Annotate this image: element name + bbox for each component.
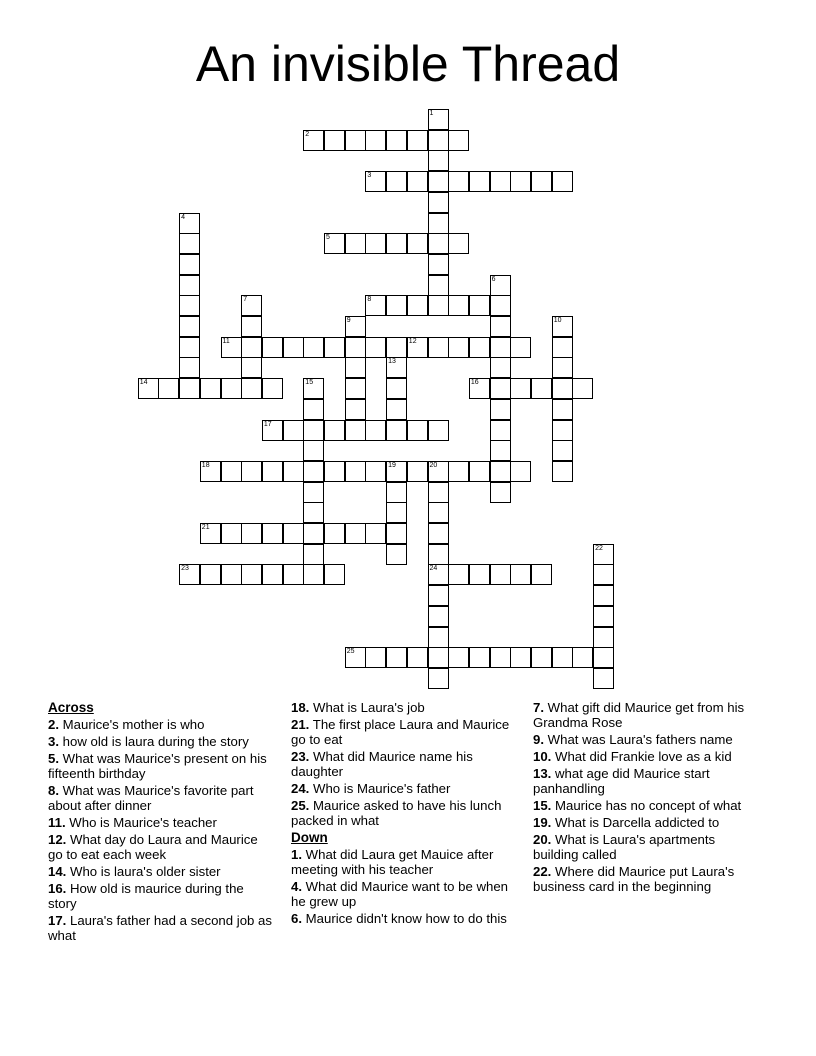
grid-cell[interactable]	[386, 482, 407, 503]
clue-text: What is Darcella addicted to	[555, 815, 720, 830]
clue-number: 4.	[291, 879, 302, 894]
grid-cell[interactable]	[345, 461, 366, 482]
cell-number: 20	[429, 461, 438, 469]
grid-cell[interactable]	[490, 295, 511, 316]
grid-cell[interactable]	[407, 337, 428, 358]
grid-cell[interactable]	[490, 337, 511, 358]
clue-text: how old is laura during the story	[62, 734, 249, 749]
grid-cell[interactable]	[241, 295, 262, 316]
grid-cell[interactable]	[552, 647, 573, 668]
grid-cell[interactable]	[386, 130, 407, 151]
grid-cell[interactable]	[303, 523, 324, 544]
clue-number: 16.	[48, 881, 67, 896]
grid-cell[interactable]	[593, 606, 614, 627]
grid-cell[interactable]	[552, 316, 573, 337]
grid-cell[interactable]	[593, 585, 614, 606]
grid-cell[interactable]	[324, 523, 345, 544]
grid-cell[interactable]	[365, 130, 386, 151]
clue-text: what age did Maurice start panhandling	[533, 766, 710, 796]
cell-number: 2	[305, 130, 310, 138]
clue-text: What did Maurice want to be when he grew up	[291, 879, 508, 909]
grid-cell[interactable]	[510, 337, 531, 358]
clue-number: 14.	[48, 864, 67, 879]
grid-cell[interactable]	[593, 564, 614, 585]
grid-cell[interactable]	[448, 461, 469, 482]
clue-number: 13.	[533, 766, 552, 781]
clue-across-25	[291, 798, 516, 828]
clue-text: Maurice asked to have his lunch packed in what	[291, 798, 502, 828]
clue-number: 22.	[533, 864, 552, 879]
grid-cell[interactable]	[283, 420, 304, 441]
clues-column-3	[533, 700, 758, 896]
clue-number: 25.	[291, 798, 310, 813]
grid-cell[interactable]	[469, 461, 490, 482]
clue-across-2	[48, 717, 273, 732]
grid-cell[interactable]	[386, 399, 407, 420]
grid-cell[interactable]	[179, 233, 200, 254]
clue-text: What was Maurice's favorite part about after dinner	[48, 783, 254, 813]
grid-cell[interactable]	[221, 337, 242, 358]
grid-cell[interactable]	[407, 171, 428, 192]
grid-cell[interactable]	[303, 502, 324, 523]
grid-cell[interactable]	[241, 461, 262, 482]
grid-cell[interactable]	[345, 357, 366, 378]
clue-number: 7.	[533, 700, 544, 715]
clue-text: Who is Maurice's teacher	[69, 815, 217, 830]
grid-cell[interactable]	[490, 564, 511, 585]
clue-number: 8.	[48, 783, 59, 798]
cell-number: 21	[201, 524, 210, 531]
grid-cell[interactable]	[386, 378, 407, 399]
grid-cell[interactable]	[303, 130, 324, 151]
grid-cell[interactable]	[241, 523, 262, 544]
grid-cell[interactable]	[428, 150, 449, 171]
grid-cell[interactable]	[552, 378, 573, 399]
clue-across-17	[48, 913, 273, 943]
grid-cell[interactable]	[386, 420, 407, 441]
grid-cell[interactable]	[407, 295, 428, 316]
grid-cell[interactable]	[365, 171, 386, 192]
clue-text: Who is Maurice's father	[313, 781, 451, 796]
clue-down-10	[533, 749, 758, 764]
grid-cell[interactable]	[552, 461, 573, 482]
grid-cell[interactable]	[345, 130, 366, 151]
grid-cell[interactable]	[303, 544, 324, 565]
grid-cell[interactable]	[262, 420, 283, 441]
grid-cell[interactable]	[386, 357, 407, 378]
grid-cell[interactable]	[552, 420, 573, 441]
grid-cell[interactable]	[531, 171, 552, 192]
clue-down-1	[291, 847, 516, 877]
grid-cell[interactable]	[365, 420, 386, 441]
grid-cell[interactable]	[407, 461, 428, 482]
grid-cell[interactable]	[365, 295, 386, 316]
grid-cell[interactable]	[490, 482, 511, 503]
clue-text: What day do Laura and Maurice go to eat each week	[48, 832, 258, 862]
clue-text: What was Laura's fathers name	[547, 732, 733, 747]
grid-cell[interactable]	[552, 440, 573, 461]
clue-number: 2.	[48, 717, 59, 732]
clue-number: 12.	[48, 832, 67, 847]
grid-cell[interactable]	[572, 378, 593, 399]
grid-cell[interactable]	[490, 316, 511, 337]
grid-cell[interactable]	[510, 564, 531, 585]
grid-cell[interactable]	[572, 647, 593, 668]
grid-cell[interactable]	[593, 627, 614, 648]
grid-cell[interactable]	[510, 171, 531, 192]
clue-across-18	[291, 700, 516, 715]
grid-cell[interactable]	[283, 461, 304, 482]
grid-cell[interactable]	[324, 130, 345, 151]
grid-cell[interactable]	[428, 482, 449, 503]
grid-cell[interactable]	[490, 378, 511, 399]
grid-cell[interactable]	[490, 440, 511, 461]
clue-across-8	[48, 783, 273, 813]
cell-number: 18	[201, 461, 210, 469]
cell-number: 24	[429, 565, 438, 573]
grid-cell[interactable]	[428, 171, 449, 192]
grid-cell[interactable]	[345, 399, 366, 420]
clue-down-15	[533, 798, 758, 813]
clue-across-3	[48, 734, 273, 749]
clue-text: What was Maurice's present on his fifteenth birthday	[48, 751, 267, 781]
grid-cell[interactable]	[428, 109, 449, 130]
grid-cell[interactable]	[345, 233, 366, 254]
clue-down-7	[533, 700, 758, 730]
clue-text: What gift did Maurice get from his Grandma Rose	[533, 700, 745, 730]
grid-cell[interactable]	[283, 564, 304, 585]
grid-cell[interactable]	[179, 316, 200, 337]
clue-number: 3.	[48, 734, 59, 749]
clue-number: 15.	[533, 798, 552, 813]
clue-across-23	[291, 749, 516, 779]
grid-cell[interactable]	[490, 420, 511, 441]
clue-down-13	[533, 766, 758, 796]
clue-across-14	[48, 864, 273, 879]
grid-cell[interactable]	[428, 420, 449, 441]
grid-cell[interactable]	[469, 564, 490, 585]
clues-column-1	[48, 700, 273, 945]
grid-cell[interactable]	[241, 564, 262, 585]
grid-cell[interactable]	[428, 254, 449, 275]
grid-cell[interactable]	[303, 564, 324, 585]
clue-number: 20.	[533, 832, 552, 847]
grid-cell[interactable]	[428, 502, 449, 523]
grid-cell[interactable]	[365, 337, 386, 358]
grid-cell[interactable]	[531, 378, 552, 399]
grid-cell[interactable]	[448, 564, 469, 585]
clue-text: The first place Laura and Maurice go to eat	[291, 717, 510, 747]
grid-cell[interactable]	[490, 357, 511, 378]
cell-number: 14	[139, 379, 148, 387]
cell-number: 11	[222, 337, 230, 345]
grid-cell[interactable]	[469, 295, 490, 316]
grid-cell[interactable]	[303, 440, 324, 461]
grid-cell[interactable]	[407, 420, 428, 441]
grid-cell[interactable]	[221, 378, 242, 399]
clue-number: 11.	[48, 815, 66, 830]
grid-cell[interactable]	[428, 564, 449, 585]
grid-cell[interactable]	[552, 171, 573, 192]
grid-cell[interactable]	[303, 399, 324, 420]
grid-cell[interactable]	[490, 647, 511, 668]
cell-number: 7	[243, 296, 248, 304]
grid-cell[interactable]	[469, 378, 490, 399]
clue-across-21	[291, 717, 516, 747]
grid-cell[interactable]	[510, 461, 531, 482]
clue-number: 18.	[291, 700, 310, 715]
grid-cell[interactable]	[303, 337, 324, 358]
grid-cell[interactable]	[428, 233, 449, 254]
clue-down-6	[291, 911, 516, 926]
clue-number: 19.	[533, 815, 552, 830]
clue-down-4	[291, 879, 516, 909]
clue-down-22	[533, 864, 758, 894]
grid-cell[interactable]	[179, 295, 200, 316]
grid-cell[interactable]	[386, 295, 407, 316]
grid-cell[interactable]	[593, 668, 614, 689]
grid-cell[interactable]	[179, 275, 200, 296]
cell-number: 23	[181, 565, 189, 573]
cell-number: 4	[181, 213, 185, 221]
clue-down-9	[533, 732, 758, 747]
grid-cell[interactable]	[365, 523, 386, 544]
grid-cell[interactable]	[262, 564, 283, 585]
grid-cell[interactable]	[386, 523, 407, 544]
grid-cell[interactable]	[345, 316, 366, 337]
grid-cell[interactable]	[407, 130, 428, 151]
grid-cell[interactable]	[407, 233, 428, 254]
clue-across-11	[48, 815, 273, 830]
grid-cell[interactable]	[428, 213, 449, 234]
cell-number: 13	[388, 358, 396, 366]
clue-number: 5.	[48, 751, 59, 766]
grid-cell[interactable]	[593, 544, 614, 565]
cell-number: 3	[367, 172, 372, 180]
cell-number: 17	[263, 420, 272, 428]
clue-number: 10.	[533, 749, 552, 764]
grid-cell[interactable]	[552, 357, 573, 378]
cell-number: 19	[388, 461, 396, 469]
clue-number: 23.	[291, 749, 310, 764]
clue-number: 6.	[291, 911, 302, 926]
cell-number: 5	[326, 234, 330, 242]
grid-cell[interactable]	[469, 647, 490, 668]
grid-cell[interactable]	[531, 647, 552, 668]
grid-cell[interactable]	[490, 461, 511, 482]
grid-cell[interactable]	[531, 564, 552, 585]
grid-cell[interactable]	[428, 523, 449, 544]
cell-number: 22	[595, 544, 603, 552]
grid-cell[interactable]	[179, 254, 200, 275]
grid-cell[interactable]	[365, 461, 386, 482]
grid-cell[interactable]	[345, 523, 366, 544]
grid-cell[interactable]	[365, 647, 386, 668]
grid-cell[interactable]	[510, 378, 531, 399]
grid-cell[interactable]	[179, 564, 200, 585]
clue-text: What did Laura get Mauice after meeting with his teacher	[291, 847, 494, 877]
grid-cell[interactable]	[283, 337, 304, 358]
clue-text: What did Maurice name his daughter	[291, 749, 473, 779]
grid-cell[interactable]	[428, 668, 449, 689]
grid-cell[interactable]	[345, 378, 366, 399]
grid-cell[interactable]	[324, 564, 345, 585]
grid-cell[interactable]	[200, 523, 221, 544]
grid-cell[interactable]	[179, 337, 200, 358]
clue-across-5	[48, 751, 273, 781]
clue-text: What is Laura's apartments building called	[533, 832, 716, 862]
grid-cell[interactable]	[303, 461, 324, 482]
clue-text: What did Frankie love as a kid	[555, 749, 732, 764]
grid-cell[interactable]	[448, 171, 469, 192]
grid-cell[interactable]	[469, 337, 490, 358]
clue-text: Maurice didn't know how to do this	[305, 911, 507, 926]
grid-cell[interactable]	[428, 275, 449, 296]
clue-text: Where did Maurice put Laura's business card in the beginning	[533, 864, 735, 894]
grid-cell[interactable]	[179, 357, 200, 378]
grid-cell[interactable]	[386, 461, 407, 482]
grid-cell[interactable]	[324, 461, 345, 482]
cell-number: 1	[429, 110, 434, 117]
cell-number: 9	[346, 317, 351, 324]
cell-number: 10	[553, 317, 562, 324]
grid-cell[interactable]	[221, 523, 242, 544]
across-heading: Across	[48, 700, 94, 715]
clue-text: Maurice's mother is who	[62, 717, 205, 732]
grid-cell[interactable]	[386, 502, 407, 523]
grid-cell[interactable]	[469, 171, 490, 192]
grid-cell[interactable]	[428, 461, 449, 482]
grid-cell[interactable]	[448, 647, 469, 668]
clue-across-12	[48, 832, 273, 862]
grid-cell[interactable]	[345, 420, 366, 441]
clue-text: What is Laura's job	[313, 700, 425, 715]
grid-cell[interactable]	[428, 647, 449, 668]
grid-cell[interactable]	[448, 337, 469, 358]
grid-cell[interactable]	[490, 399, 511, 420]
grid-cell[interactable]	[200, 564, 221, 585]
cell-number: 6	[491, 275, 496, 283]
grid-cell[interactable]	[448, 295, 469, 316]
grid-cell[interactable]	[303, 420, 324, 441]
grid-cell[interactable]	[158, 378, 179, 399]
grid-cell[interactable]	[490, 275, 511, 296]
grid-cell[interactable]	[241, 378, 262, 399]
grid-cell[interactable]	[138, 378, 159, 399]
clue-text: How old is maurice during the story	[48, 881, 244, 911]
grid-cell[interactable]	[428, 337, 449, 358]
grid-cell[interactable]	[283, 523, 304, 544]
clue-text: Maurice has no concept of what	[555, 798, 742, 813]
grid-cell[interactable]	[262, 378, 283, 399]
grid-cell[interactable]	[593, 647, 614, 668]
grid-cell[interactable]	[241, 337, 262, 358]
down-heading: Down	[291, 830, 328, 845]
grid-cell[interactable]	[428, 585, 449, 606]
clue-text: Who is laura's older sister	[70, 864, 221, 879]
grid-cell[interactable]	[428, 130, 449, 151]
grid-cell[interactable]	[221, 461, 242, 482]
clue-across-16	[48, 881, 273, 911]
grid-cell[interactable]	[262, 523, 283, 544]
grid-cell[interactable]	[428, 606, 449, 627]
grid-cell[interactable]	[428, 627, 449, 648]
clue-number: 9.	[533, 732, 544, 747]
clue-number: 1.	[291, 847, 302, 862]
clue-number: 21.	[291, 717, 310, 732]
clue-down-19	[533, 815, 758, 830]
cell-number: 8	[367, 296, 372, 304]
grid-cell[interactable]	[510, 647, 531, 668]
grid-cell[interactable]	[345, 647, 366, 668]
cell-number: 12	[408, 337, 417, 345]
grid-cell[interactable]	[303, 482, 324, 503]
grid-cell[interactable]	[200, 461, 221, 482]
grid-cell[interactable]	[179, 378, 200, 399]
grid-cell[interactable]	[428, 192, 449, 213]
grid-cell[interactable]	[386, 647, 407, 668]
grid-cell[interactable]	[428, 295, 449, 316]
grid-cell[interactable]	[428, 544, 449, 565]
clue-down-20	[533, 832, 758, 862]
grid-cell[interactable]	[448, 130, 469, 151]
grid-cell[interactable]	[386, 171, 407, 192]
grid-cell[interactable]	[345, 337, 366, 358]
grid-cell[interactable]	[490, 171, 511, 192]
clue-number: 24.	[291, 781, 310, 796]
grid-cell[interactable]	[262, 337, 283, 358]
grid-cell[interactable]	[324, 233, 345, 254]
cell-number: 16	[470, 379, 479, 387]
grid-cell[interactable]	[262, 461, 283, 482]
grid-cell[interactable]	[448, 233, 469, 254]
grid-cell[interactable]	[386, 233, 407, 254]
cell-number: 25	[346, 648, 355, 656]
page-title: An invisible Thread	[195, 36, 621, 92]
grid-cell[interactable]	[221, 564, 242, 585]
grid-cell[interactable]	[324, 420, 345, 441]
grid-cell[interactable]	[241, 357, 262, 378]
grid-cell[interactable]	[200, 378, 221, 399]
grid-cell[interactable]	[324, 337, 345, 358]
grid-cell[interactable]	[386, 544, 407, 565]
clue-across-24	[291, 781, 516, 796]
clues-column-2	[291, 700, 516, 928]
grid-cell[interactable]	[241, 316, 262, 337]
grid-cell[interactable]	[552, 399, 573, 420]
grid-cell[interactable]	[552, 337, 573, 358]
grid-cell[interactable]	[386, 337, 407, 358]
grid-cell[interactable]	[407, 647, 428, 668]
grid-cell[interactable]	[303, 378, 324, 399]
grid-cell[interactable]	[179, 213, 200, 234]
cell-number: 15	[305, 379, 314, 387]
grid-cell[interactable]	[365, 233, 386, 254]
clue-number: 17.	[48, 913, 67, 928]
clue-text: Laura's father had a second job as what	[48, 913, 272, 943]
